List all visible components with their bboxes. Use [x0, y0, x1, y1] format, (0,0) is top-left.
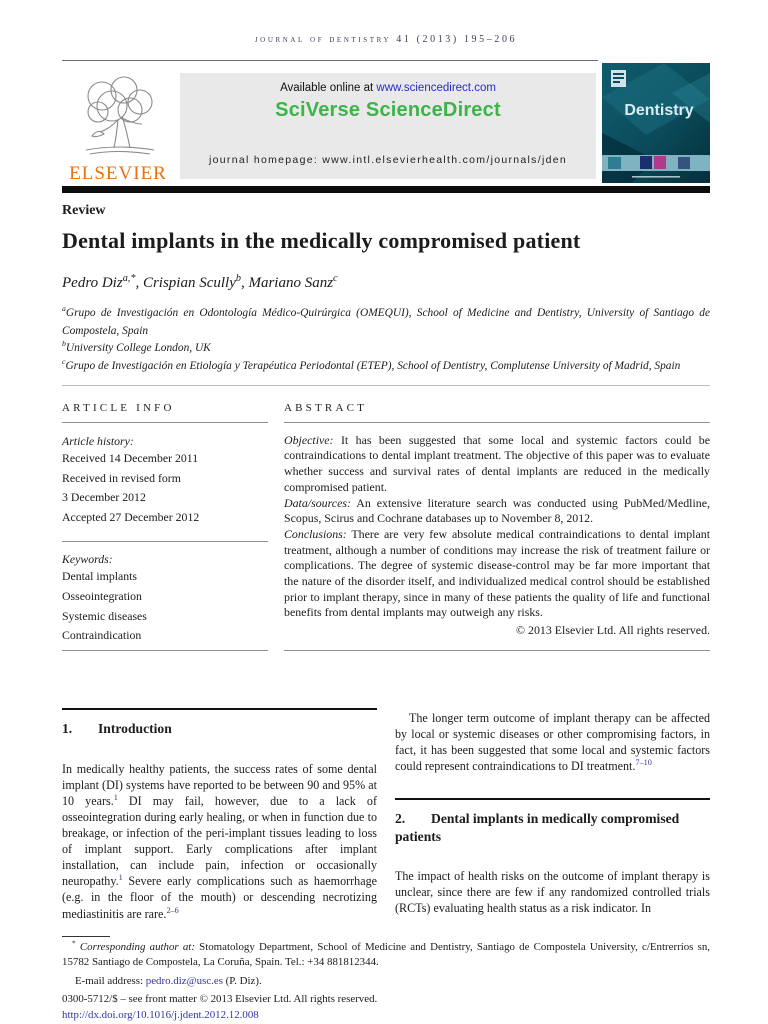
- affiliation-text: University College London, UK: [65, 342, 211, 355]
- article-info-divider: [62, 541, 268, 542]
- masthead-black-bar: [62, 186, 710, 193]
- abstract-item-label: Objective:: [284, 432, 334, 447]
- abstract-heading-rule: [284, 422, 710, 423]
- affiliation-text: Grupo de Investigación en Odontología Médico-Quirúrgica (OMEQUI), School of Medicine and Dentistry, University of Santiago de Compostela, Spain: [62, 307, 710, 337]
- article-info-heading: ARTICLE INFO: [62, 401, 175, 414]
- intro-paragraph-1: [62, 761, 377, 922]
- journal-cover-image: [602, 63, 710, 183]
- journal-homepage-link[interactable]: journal homepage: www.intl.elsevierhealth.com/journals/jden: [208, 154, 568, 166]
- abstract-item-text: An extensive literature search was conducted using PubMed/Medline, Scopus, Scirus and Cochrane databases up to November 8, 2012.: [284, 495, 710, 526]
- section-number: 1.: [62, 721, 73, 737]
- paragraph-text: DI may fail, however, due to a lack of osseointegration during early healing, or when in function due to breakage, or infection of the peri-implant tissues leading to loss of implant support. Early complications after implant installation, can include pain, infection or occasionally neuropathy.: [62, 793, 377, 889]
- author-name: Pedro Diz: [62, 275, 123, 291]
- author-line: [62, 275, 710, 292]
- copyright-line: © 2013 Elsevier Ltd. All rights reserved.: [516, 623, 710, 638]
- footnote-block: [62, 936, 710, 1023]
- article-info-bottom-rule: [62, 650, 268, 651]
- email-suffix: (P. Diz).: [222, 974, 262, 987]
- abstract-item-text: There are very few absolute medical contraindications to dental implant treatment, although a number of conditions may increase the risk of treatment failure or complications. The degree of systemic disease-control may be far more important that the nature of the disorder itself, and individualized medical control should be established prior to implant therapy, since in many of these patients the quality of life and functional benefits from dental implants may outweigh any risks.: [284, 526, 710, 620]
- footnote-rule: [62, 936, 110, 937]
- masthead-banner: [62, 63, 710, 183]
- elsevier-logo: [62, 63, 174, 183]
- keyword-item: Contraindication: [62, 628, 142, 643]
- intro-paragraph-2: [395, 710, 710, 774]
- footnote-marker: *: [72, 937, 76, 947]
- section-title: Dental implants in medically compromised patients: [395, 811, 680, 845]
- paragraph-text: In medically healthy patients, the success rates of some dental implant (DI) systems have reported to be between 90 and 95% at 10 years.: [62, 761, 377, 808]
- doi-line: [62, 1008, 710, 1023]
- history-item: Accepted 27 December 2012: [62, 510, 200, 525]
- section-title: Introduction: [98, 721, 172, 737]
- affiliation-marker: b: [62, 339, 66, 349]
- abstract-item-label: Data/sources:: [284, 495, 351, 510]
- sciencedirect-link[interactable]: www.sciencedirect.com: [376, 82, 496, 94]
- sciencedirect-banner: [180, 73, 596, 179]
- issn-line: 0300-5712/$ – see front matter © 2013 Elsevier Ltd. All rights reserved.: [62, 993, 378, 1006]
- article-info-heading-rule: [62, 422, 268, 423]
- citation-ref[interactable]: 1: [113, 792, 118, 802]
- section-2-paragraph: The impact of health risks on the outcome of implant therapy is unclear, since there are few if any randomized controlled trials (RCTs) evaluating health status as a risk indicator. In: [395, 868, 710, 915]
- author-name: Crispian Scully: [142, 275, 236, 291]
- section-1-heading: [62, 720, 377, 738]
- history-item: Received 14 December 2011: [62, 450, 199, 465]
- affiliation-marker: c: [62, 357, 66, 367]
- keyword-item: Dental implants: [62, 568, 138, 583]
- citation-ref[interactable]: 2–6: [166, 905, 179, 915]
- abstract-column: [284, 402, 710, 651]
- author-name: Mariano Sanz: [248, 275, 334, 291]
- author-affil-marker: a,*: [122, 273, 136, 284]
- keywords-label: Keywords:: [62, 551, 113, 566]
- corresponding-text: Stomatology Department, School of Medicine and Dentistry, Santiago de Compostela University, c/Entrerríos sn, 15782 Santiago de Compostela, La Coruña, Spain. Tel.: +34 881812344.: [62, 940, 711, 969]
- paragraph-text: Severe early complications such as haemorrhage (e.g. in the floor of the mouth) or descending necrotizing mediastinitis are rare.: [62, 874, 377, 921]
- affiliation-item: [62, 340, 710, 358]
- corresponding-author-note: [62, 937, 711, 971]
- running-head: journal of dentistry 41 (2013) 195–206: [254, 34, 518, 45]
- email-label: E-mail address:: [75, 974, 146, 987]
- author-separator: ,: [240, 275, 249, 291]
- section-2-heading: [395, 810, 710, 845]
- available-online-line: [188, 82, 588, 94]
- abstract-item-label: Conclusions:: [284, 526, 347, 541]
- citation-ref[interactable]: 7–10: [635, 758, 652, 768]
- body-left-column: [62, 708, 377, 921]
- abstract-paragraph: [284, 527, 710, 621]
- info-abstract-section: [62, 386, 710, 651]
- doi-link[interactable]: http://dx.doi.org/10.1016/j.jdent.2012.12.008: [62, 1008, 259, 1021]
- article-info-column: [62, 402, 268, 651]
- running-head-rule: [62, 60, 598, 61]
- abstract-paragraph: [284, 496, 710, 527]
- article-body: [62, 708, 710, 921]
- body-right-column: [395, 708, 710, 921]
- abstract-item-text: It has been suggested that some local and systemic factors could be contraindications to dental implant treatment. The objective of this paper was to evaluate whether success and survival rates of dental implants are reduced in the medically compromised patient.: [284, 432, 710, 494]
- affiliations: [62, 305, 710, 376]
- history-item: 3 December 2012: [62, 490, 146, 505]
- abstract-heading: ABSTRACT: [284, 401, 368, 414]
- citation-ref[interactable]: 1: [118, 873, 123, 883]
- abstract-body: [284, 433, 710, 621]
- history-label: Article history:: [62, 433, 134, 448]
- keyword-item: Systemic diseases: [62, 608, 147, 623]
- available-online-text: Available online at: [280, 82, 377, 94]
- abstract-paragraph: [284, 433, 710, 496]
- sciverse-brand: SciVerse ScienceDirect: [275, 99, 501, 121]
- email-link[interactable]: pedro.diz@usc.es: [145, 974, 223, 987]
- author-separator: ,: [135, 275, 143, 291]
- elsevier-tree-icon: [72, 72, 164, 164]
- elsevier-wordmark: ELSEVIER: [69, 163, 167, 184]
- affiliation-text: Grupo de Investigación en Etiología y Terapéutica Periodontal (ETEP), School of Dentistry, Complutense University of Madrid, Spain: [65, 360, 681, 373]
- section-2-rule: [395, 798, 710, 800]
- email-note: [62, 974, 710, 989]
- affiliation-item: [62, 305, 710, 340]
- section-1-rule: [62, 708, 377, 710]
- abstract-bottom-rule: [284, 650, 710, 651]
- article-kind: Review: [62, 203, 106, 218]
- article-title: Dental implants in the medically compromised patient: [62, 228, 581, 253]
- corresponding-label: Corresponding author at:: [79, 940, 195, 953]
- paragraph-text: The longer term outcome of implant therapy can be affected by local or systemic diseases or other compromising factors, in fact, it has been suggested that some local and systemic factors could represent contraindications to DI treatment.: [395, 711, 710, 774]
- affiliation-item: [62, 358, 710, 376]
- keyword-item: Osseointegration: [62, 588, 142, 603]
- affiliation-marker: a: [62, 304, 66, 314]
- cover-title: Dentistry: [624, 102, 694, 119]
- author-affil-marker: c: [333, 273, 338, 284]
- author-affil-marker: b: [235, 273, 241, 284]
- section-number: 2.: [395, 811, 406, 827]
- history-item: Received in revised form: [62, 470, 181, 485]
